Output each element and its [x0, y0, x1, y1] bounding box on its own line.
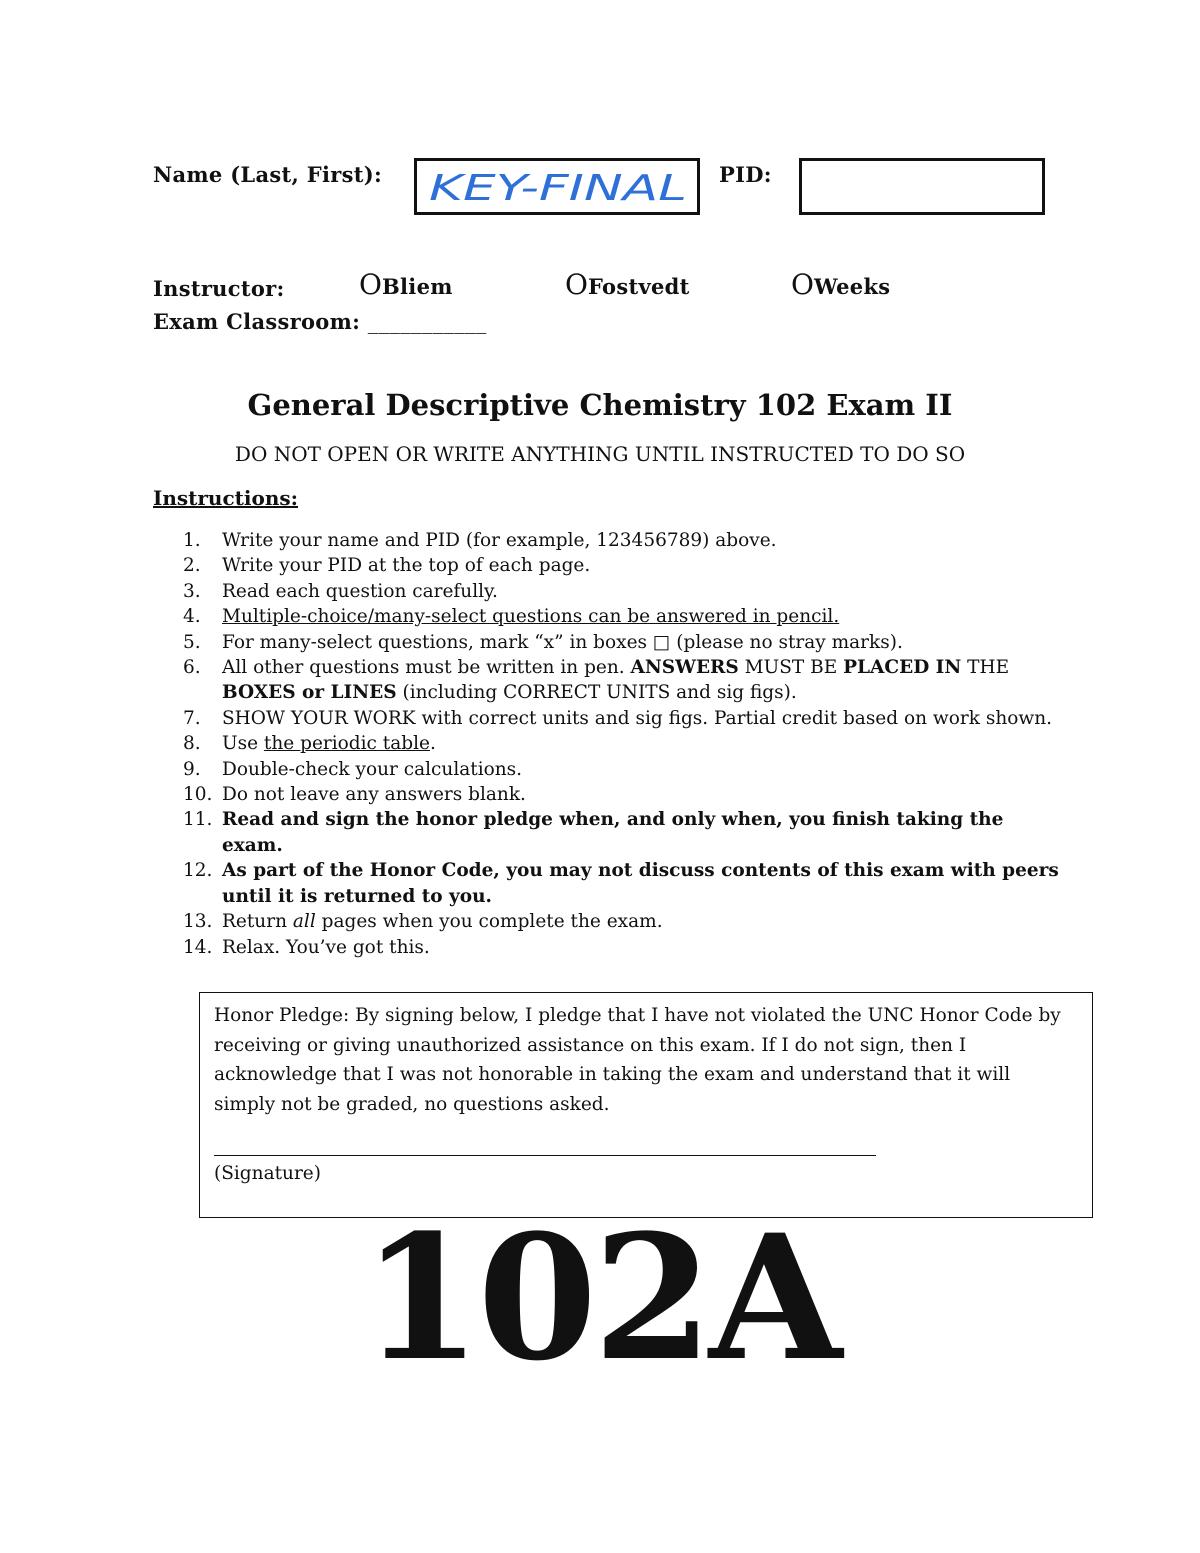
list-item: 4. Multiple-choice/many-select questions can be answered in pencil.: [183, 606, 840, 628]
list-item: 10. Do not leave any answers blank.: [183, 784, 526, 806]
instructor-name: Bliem: [381, 274, 453, 299]
exam-title: General Descriptive Chemistry 102 Exam II: [247, 388, 953, 422]
instructor-name: Weeks: [813, 274, 891, 299]
list-item: 9. Double-check your calculations.: [183, 758, 523, 780]
radio-circle-icon: O: [791, 268, 814, 301]
list-item: 6. All other questions must be written in pen. ANSWERS MUST BE PLACED IN THE BOXES or LINES (including CORRECT UNITS and sig figs).: [183, 657, 1010, 704]
classroom-blank[interactable]: ___________: [367, 310, 487, 334]
pid-label: PID:: [719, 162, 772, 187]
name-field[interactable]: [414, 158, 700, 215]
name-value: KEY-FINAL: [429, 168, 687, 209]
classroom-label: [153, 309, 487, 334]
instructor-label: Instructor:: [153, 276, 285, 301]
list-item: 5. For many-select questions, mark “x” in boxes □ (please no stray marks).: [183, 631, 903, 653]
exam-version-code: 102A: [361, 1196, 839, 1399]
radio-circle-icon: O: [359, 268, 382, 301]
instructor-option-weeks[interactable]: [791, 268, 890, 301]
list-item: 11. Read and sign the honor pledge when, and only when, you finish taking the exam.: [183, 809, 1004, 856]
name-handwriting: [417, 161, 697, 212]
honor-pledge-text: Honor Pledge: By signing below, I pledge that I have not violated the UNC Honor Code by receiving or giving unauthorized assistance on this exam. If I do not sign, then I acknowledge that I was not honorable in taking the exam and understand that it will simply not be graded, no questions asked.: [214, 1005, 1061, 1115]
list-item: 12. As part of the Honor Code, you may not discuss contents of this exam with peers until it is returned to you.: [183, 860, 1059, 907]
classroom-label-text: Exam Classroom:: [153, 309, 361, 334]
signature-label: (Signature): [214, 1163, 321, 1184]
list-item: 2. Write your PID at the top of each page.: [183, 555, 591, 577]
honor-pledge-box: [199, 992, 1093, 1218]
radio-circle-icon: O: [565, 268, 588, 301]
instructor-option-fostvedt[interactable]: [565, 268, 690, 301]
list-item: 14. Relax. You’ve got this.: [183, 936, 430, 958]
list-item: 13. Return all pages when you complete the exam.: [183, 911, 663, 933]
periodic-table-link[interactable]: the periodic table: [263, 733, 430, 755]
list-item: 7. SHOW YOUR WORK with correct units and sig figs. Partial credit based on work shown.: [183, 707, 1052, 729]
list-item: 3. Read each question carefully.: [183, 580, 498, 602]
instructions-heading: Instructions:: [153, 486, 299, 510]
list-item: 8. Use the periodic table.: [183, 733, 436, 755]
exam-notice: DO NOT OPEN OR WRITE ANYTHING UNTIL INSTRUCTED TO DO SO: [234, 442, 966, 466]
instructor-option-bliem[interactable]: [359, 268, 453, 301]
instructor-name: Fostvedt: [587, 274, 690, 299]
list-item: 1. Write your name and PID (for example, 123456789) above.: [183, 530, 777, 551]
signature-line[interactable]: [214, 1155, 876, 1156]
instructions-list: [150, 528, 1060, 960]
pid-field[interactable]: [799, 158, 1045, 215]
name-label: Name (Last, First):: [153, 162, 383, 187]
